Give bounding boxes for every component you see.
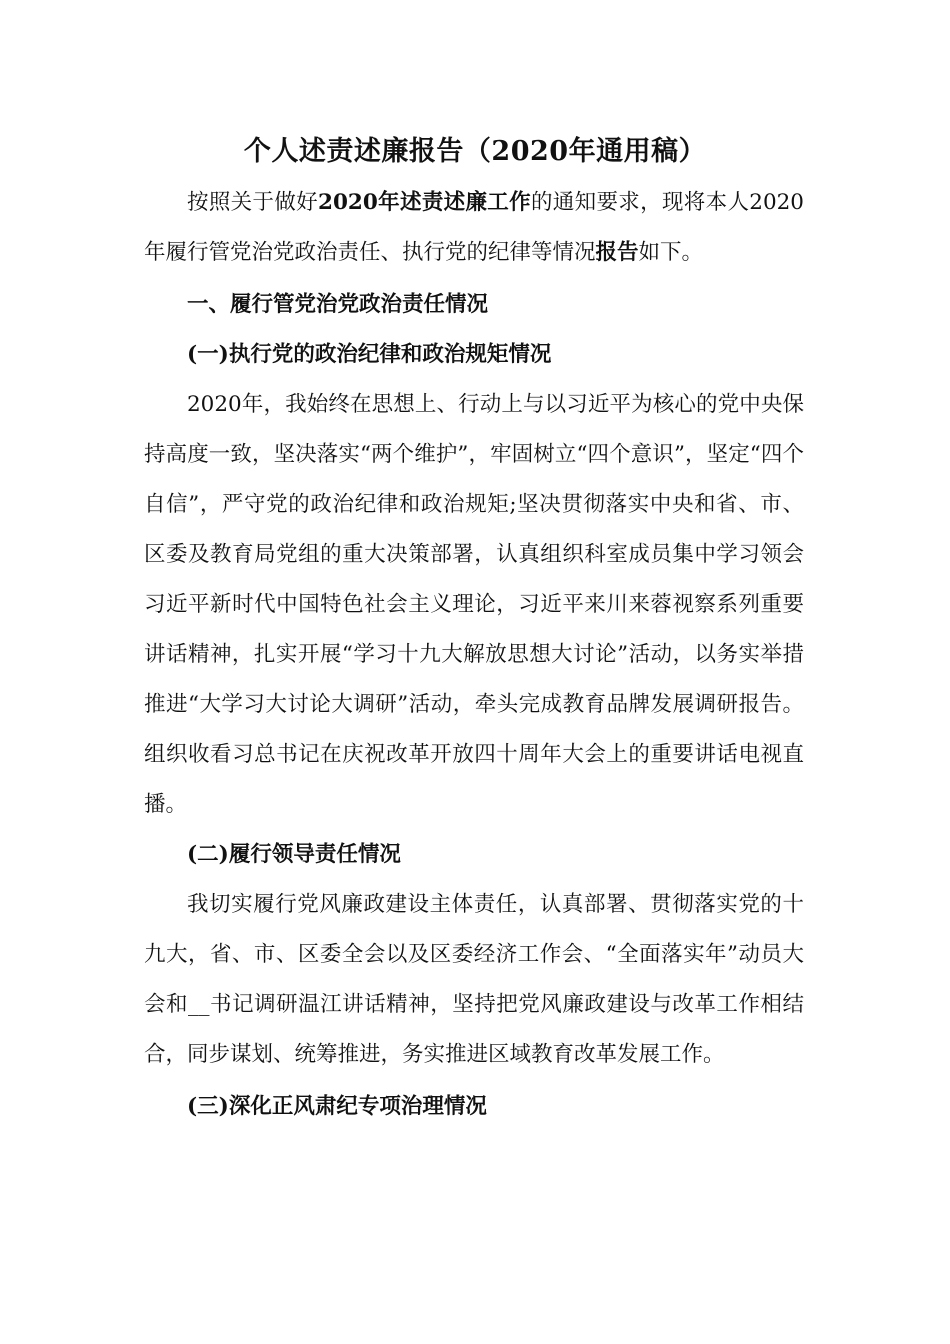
subsection-body-1: 2020年，我始终在思想上、行动上与以习近平为核心的党中央保持高度一致，坚决落实“两个维护”，牢固树立“四个意识”，坚定“四个自信”，严守党的政治纪律和政治规矩;坚决贯彻落实中央和省、市、区委及教育局党组的重大决策部署，认真组织科室成员集中学习领会习近平新时代中国特色社会主义理论，习近平来川来蓉视察系列重要讲话精神，扎实开展“学习十九大解放思想大讨论”活动，以务实举措推进“大学习大讨论大调研”活动，牵头完成教育品牌发展调研报告。组织收看习总书记在庆祝改革开放四十周年大会上的重要讲话电视直播。 [144, 392, 804, 817]
subsection-heading-3: (三)深化正风肃纪专项治理情况 [187, 1094, 487, 1119]
intro-paragraph [144, 178, 804, 278]
intro-text-1: 按照关于做好 [187, 190, 318, 215]
document-title: 个人述责述廉报告（2020年通用稿） [243, 136, 707, 167]
intro-text-3: 如下。 [638, 240, 704, 265]
intro-text-2: 的通知要求，现将本人2020年履行管党治党政治责任、执行党的纪律等情况 [144, 190, 804, 265]
subsection-body-2: 我切实履行党风廉政建设主体责任，认真部署、贯彻落实党的十九大，省、市、区委全会以及区委经济工作会、“全面落实年”动员大会和__书记调研温江讲话精神，坚持把党风廉政建设与改革工作相结合，同步谋划、统筹推进，务实推进区域教育改革发展工作。 [144, 892, 804, 1067]
document-body [144, 178, 804, 1132]
section-heading-1: 一、履行管党治党政治责任情况 [187, 292, 489, 317]
subsection-heading-2: (二)履行领导责任情况 [187, 842, 401, 867]
subsection-heading-1: (一)执行党的政治纪律和政治规矩情况 [187, 342, 552, 367]
intro-bold-2: 报告 [595, 240, 639, 265]
intro-bold-1: 2020年述责述廉工作 [317, 190, 531, 215]
